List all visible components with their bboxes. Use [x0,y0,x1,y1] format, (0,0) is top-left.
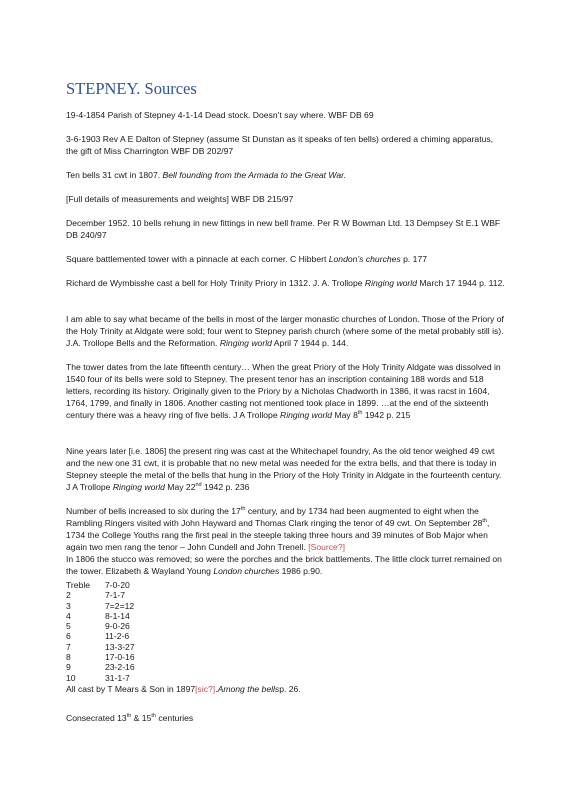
ordinal-suffix: th [357,410,363,417]
bell-weight: 13-3-27 [105,641,135,652]
entry-text: March 17 1944 p. 112. [417,278,505,288]
source-entry-11 [66,505,506,553]
book-title: Ringing world [112,482,165,492]
bell-row [66,631,301,641]
entry-text: 1942 p. 215 [362,410,411,420]
entry-text: . [215,683,218,694]
entry-text: Square battlemented tower with a pinnacle at each corner. C Hibbert [66,254,329,264]
bell-row [66,642,301,652]
book-title: Ringing world [280,410,333,420]
bell-weights-list [66,580,301,694]
bell-weight: 23-2-16 [105,662,135,673]
entry-text: May 8 [332,410,358,420]
bell-weight: 17-0-16 [105,652,135,663]
page-title: STEPNEY. Sources [66,79,197,98]
bell-row [66,621,301,631]
ordinal-suffix: th [126,713,132,720]
cast-note [66,684,301,694]
source-entry-9 [66,361,506,421]
entry-text: All cast by T Mears & Son in 1897 [66,683,196,694]
source-entry-8 [66,313,506,349]
source-entry-10 [66,445,506,493]
consecration-note [66,712,506,724]
entry-text: The tower dates from the late fifteenth century… When the great Priory of the Holy Trinity Aldgate was dissolved in 1540 four of its bells were sold to Stepney. The present tenor has an inscription containing 188 words and 518 letters, recording its history. Originally given to the Priory by a Nicholas Chadworth in 1386, it was racst in 1604, 1764, 1799, and finally in 1806. Another casting not mentioned took place in 1899. …at the end of the sixteenth century there was a heavy ring of five bells. J A Trollope [66,362,501,420]
bell-number: 9 [66,662,71,673]
source-entry-2: 3-6-1903 Rev A E Dalton of Stepney (assume St Dunstan as it speaks of ten bells) ordered a chiming apparatus, the gift of Miss Charrington WBF DB 202/97 [66,134,494,156]
entry-text: p. 177 [400,254,428,264]
source-entry-12 [66,553,506,577]
bell-row [66,652,301,662]
bell-number: 6 [66,631,71,642]
bell-number: 5 [66,621,71,632]
bell-weight: 9-0-26 [105,621,130,632]
bell-number: 8 [66,652,71,663]
bell-weight: 7-1-7 [105,590,126,601]
bell-row [66,580,301,590]
book-title: Ringing world [364,278,417,288]
bell-number: 10 [66,672,76,683]
source-entry-3 [66,169,506,181]
book-title: London churches [213,566,280,576]
entry-text: centuries [155,713,194,723]
entry-text: April 7 1944 p. 144. [271,338,349,348]
source-query-note: [Source?] [308,542,346,552]
source-entry-1: 19-4-1854 Parish of Stepney 4-1-14 Dead stock. Doesn’t say where. WBF DB 69 [66,110,374,120]
source-entry-7 [66,277,506,289]
ordinal-suffix: th [240,506,246,513]
entry-text: , 1734 the College Youths rang the first peal in the steeple taking three hours and 39 minutes of Bob Major when again two men rang the tenor – John Cundell and John Trenell. [66,518,490,552]
book-title: Ringing world [219,338,272,348]
entry-text: Nine years later [i.e. 1806] the present ring was cast at the Whitechapel foundry, As the old tenor weighed 49 cwt and the new one 31 cwt, it is probable that no new metal was needed for the extra bells, and that there is today in Stepney steeple the metal of the bells that hung in the Priory of the Holy Trinity in Aldgate in the fourteenth century. J A Trollope [66,446,502,492]
bell-row [66,590,301,600]
bell-number: 7 [66,641,71,652]
bell-row [66,611,301,621]
bell-number: 3 [66,600,71,611]
entry-text: In 1806 the stucco was removed; so were the porches and the brick battlements. The little clock turret remained on the tower. Elizabeth & Wayland Young [66,554,502,576]
ordinal-suffix: th [482,518,487,525]
bell-number: 2 [66,590,71,601]
bell-weight: 8-1-14 [105,610,130,621]
entry-text: May 22 [164,482,196,492]
bell-row [66,601,301,611]
bell-number: Treble [66,580,91,590]
source-entry-6 [66,253,506,265]
bell-weight: 7-0-20 [105,580,130,590]
bell-weight: 7=2=12 [105,600,135,611]
entry-text: 1942 p. 236 [201,482,250,492]
bell-weight: 31-1-7 [105,672,130,683]
book-title: London’s churches [328,254,401,264]
bell-weight: 11-2-6 [105,631,130,642]
source-entry-4: [Full details of measurements and weights] WBF DB 215/97 [66,194,294,204]
ordinal-suffix: th [151,713,156,720]
entry-text: p. 26. [279,683,301,694]
entry-text: Ten bells 31 cwt in 1807. [66,170,163,180]
source-entry-5: December 1952. 10 bells rehung in new fittings in new bell frame. Per R W Bowman Ltd. 13 Dempsey St E.1 WBF DB 240/97 [66,218,501,240]
entry-text: & 15 [131,713,152,723]
entry-text: Consecrated 13 [66,713,127,723]
entry-text: century, and by 1734 had been augmented to eight when the Rambling Ringers visited with John Hayward and Thomas Clark ringing the tenor of 49 cwt. On September 28 [66,506,483,528]
bell-number: 4 [66,610,71,621]
entry-text: 1986 p.90. [279,566,323,576]
book-title: Among the bells [217,683,280,694]
bell-row [66,673,301,683]
entry-text: I am able to say what became of the bells in most of the larger monastic churches of London. Those of the Priory of the Holy Trinity at Aldgate were sold; four went to Stepney parish church (where some of the metal probably still is). J.A. Trollope Bells and the Reformation. [66,314,504,348]
entry-text: Number of bells increased to six during the 17 [66,506,241,516]
ordinal-suffix: nd [195,482,202,489]
book-title: Bell founding from the Armada to the Great War. [162,170,347,180]
sic-note: [sic?] [195,683,216,694]
entry-text: Richard de Wymbisshe cast a bell for Holy Trinity Priory in 1312. J. A. Trollope [66,278,365,288]
bell-row [66,662,301,672]
